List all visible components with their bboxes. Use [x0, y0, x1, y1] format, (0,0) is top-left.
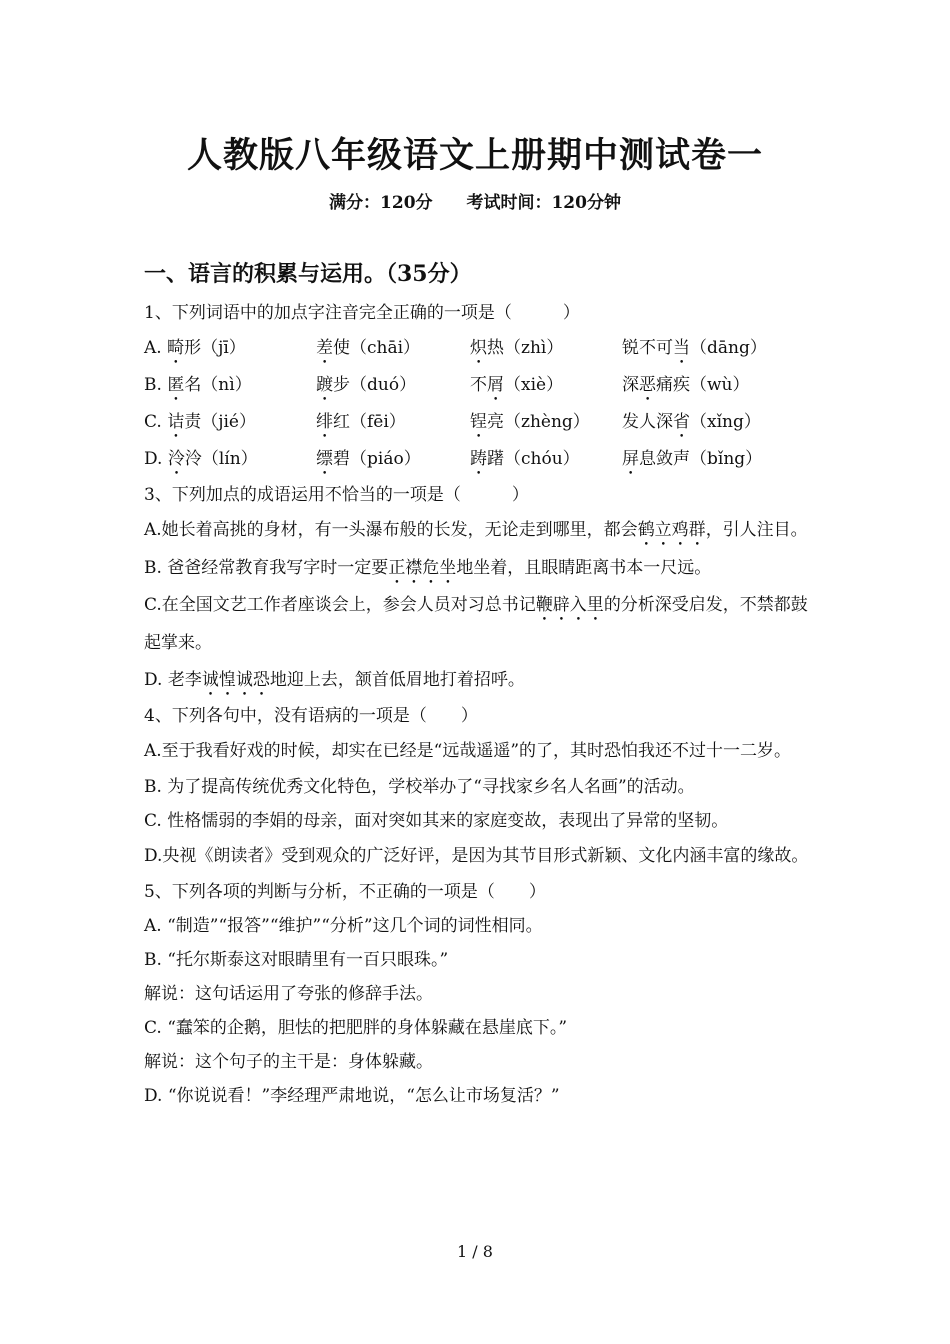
- dotted-char: 屏: [622, 449, 639, 469]
- dotted-char: 炽: [470, 338, 487, 358]
- option-letter: A.: [144, 338, 162, 358]
- question-4-option-a: A.至于我看好戏的时候，却实在已经是“远哉遥遥”的了，其时恐怕我还不过十一二岁。: [144, 741, 792, 761]
- dotted-char: 屑: [487, 375, 504, 395]
- dotted-idiom: 正襟危坐: [388, 558, 457, 578]
- dotted-char: 踱: [316, 375, 333, 395]
- question-1-word: A. 畸形（jī）: [144, 338, 246, 358]
- dotted-idiom: 鞭辟入里: [535, 595, 604, 615]
- question-5-option-b-note: 解说：这句话运用了夸张的修辞手法。: [144, 984, 433, 1004]
- dotted-char: 恶: [639, 375, 656, 395]
- question-1-word: 发人深省（xǐng）: [622, 412, 761, 432]
- questions: [144, 296, 810, 1113]
- question-5-option-c: C. “蠢笨的企鹅，胆怯的把肥胖的身体躲藏在悬崖底下。”: [144, 1018, 568, 1038]
- question-4-option-d: D.央视《朗读者》受到观众的广泛好评，是因为其节目形式新颖、文化内涵丰富的缘故。: [144, 846, 809, 866]
- question-1-option-row: [144, 441, 810, 478]
- question-1-word: 不屑（xiè）: [470, 375, 564, 395]
- question-1-word: 缥碧（piáo）: [316, 449, 421, 469]
- question-3-option-a: A.她长着高挑的身材，有一头瀑布般的长发，无论走到哪里，都会鹤立鸡群，引人注目。: [144, 520, 808, 540]
- question-5-option-b: B. “托尔斯泰这对眼睛里有一百只眼珠。”: [144, 950, 449, 970]
- dotted-char: 省: [673, 412, 690, 432]
- option-letter: C.: [144, 412, 162, 432]
- dotted-idiom: 鹤立鸡群: [637, 520, 706, 540]
- question-5-option-d: D. “你说说看！”李经理严肃地说，“怎么让市场复活？”: [144, 1086, 560, 1106]
- question-1-word: 锃亮（zhèng）: [470, 412, 590, 432]
- question-4-option-b: B. 为了提高传统优秀文化特色，学校举办了“寻找家乡名人名画”的活动。: [144, 777, 695, 797]
- question-1-word: 绯红（fēi）: [316, 412, 406, 432]
- dotted-char: 锃: [470, 412, 487, 432]
- dotted-idiom: 诚惶诚恐: [201, 670, 270, 690]
- question-4-stem: 4、下列各句中，没有语病的一项是（ ）: [144, 706, 478, 726]
- dotted-char: 畸: [167, 338, 185, 358]
- question-1-stem: 1、下列词语中的加点字注音完全正确的一项是（ ）: [144, 303, 580, 323]
- question-1-word: C. 诘责（jié）: [144, 412, 256, 432]
- dotted-char: 绯: [316, 412, 333, 432]
- dotted-char: 泠: [167, 449, 185, 469]
- question-1-word: 深恶痛疾（wù）: [622, 375, 750, 395]
- dotted-char: 当: [673, 338, 690, 358]
- question-1-word: B. 匿名（nì）: [144, 375, 252, 395]
- option-letter: D.: [144, 449, 163, 469]
- section-heading: 一、语言的积累与运用。（35分）: [144, 261, 472, 287]
- page-title: 人教版八年级语文上册期中测试卷一: [186, 135, 763, 176]
- full-score: 满分：120分: [329, 193, 433, 213]
- exam-time: 考试时间：120分钟: [466, 193, 621, 213]
- page-number: 1 / 8: [457, 1242, 493, 1261]
- dotted-char: 匿: [167, 375, 185, 395]
- question-1-option-row: [144, 404, 810, 441]
- question-3-option-b: B. 爸爸经常教育我写字时一定要正襟危坐地坐着，且眼睛距离书本一尺远。: [144, 558, 712, 578]
- dotted-char: 差: [316, 338, 333, 358]
- question-1-word: 炽热（zhì）: [470, 338, 564, 358]
- question-1-options: [144, 330, 810, 478]
- question-1-word: D. 泠泠（lín）: [144, 449, 258, 469]
- question-3-option-d: D. 老李诚惶诚恐地迎上去，颔首低眉地打着招呼。: [144, 670, 525, 690]
- question-5-option-a: A. “制造”“报答”“维护”“分析”这几个词的词性相同。: [144, 916, 543, 936]
- question-4-option-c: C. 性格懦弱的李娟的母亲，面对突如其来的家庭变故，表现出了异常的坚韧。: [144, 811, 729, 831]
- dotted-char: 诘: [167, 412, 185, 432]
- question-1-word: 屏息敛声（bǐng）: [622, 449, 763, 469]
- dotted-char: 踌: [470, 449, 487, 469]
- question-3-stem: 3、下列加点的成语运用不恰当的一项是（ ）: [144, 485, 529, 505]
- option-letter: B.: [144, 375, 162, 395]
- question-1-word: 踌躇（chóu）: [470, 449, 580, 469]
- question-1-option-row: [144, 367, 810, 404]
- question-1-word: 踱步（duó）: [316, 375, 417, 395]
- question-1-word: 差使（chāi）: [316, 338, 421, 358]
- question-5-stem: 5、下列各项的判断与分析，不正确的一项是（ ）: [144, 882, 546, 902]
- question-5-option-c-note: 解说：这个句子的主干是：身体躲藏。: [144, 1052, 433, 1072]
- question-1-word: 锐不可当（dāng）: [622, 338, 767, 358]
- question-3-option-c: C.在全国文艺工作者座谈会上，参会人员对习总书记鞭辟入里的分析深受启发，不禁都鼓起掌来。: [144, 595, 808, 653]
- dotted-char: 缥: [316, 449, 333, 469]
- question-1-option-row: [144, 330, 810, 367]
- exam-info: [0, 188, 950, 213]
